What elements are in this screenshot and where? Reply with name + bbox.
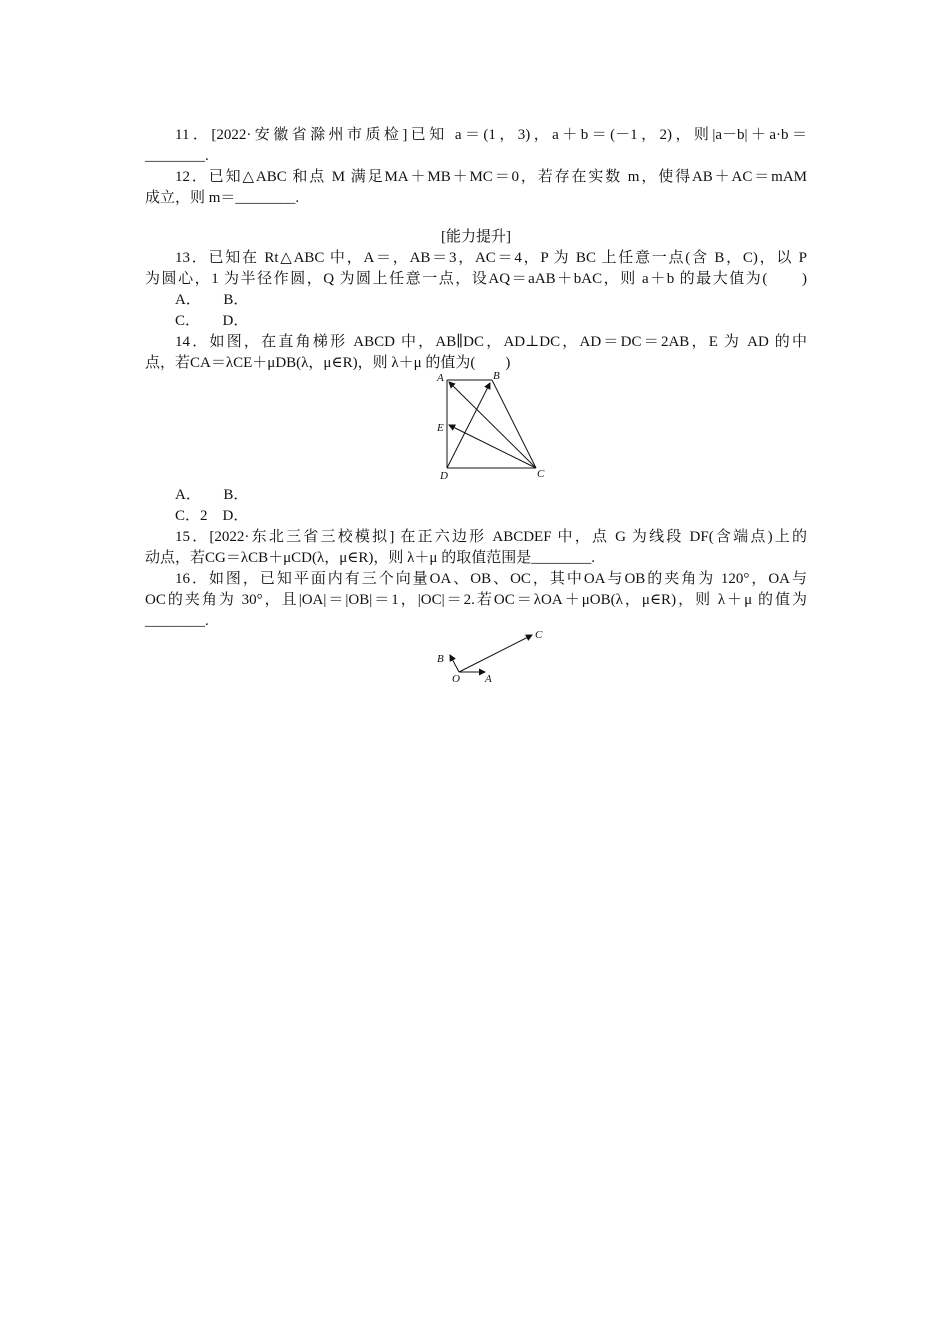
- problem-13-line-1: 13．已知在 Rt△ABC 中，A＝，AB＝3，AC＝4，P 为 BC 上任意一点(含 B，C)，以 P: [175, 250, 807, 266]
- label-c: C: [535, 629, 543, 641]
- problem-13-options-cd: C． D．: [175, 313, 249, 329]
- problem-14-line-1: 14．如图，在直角梯形 ABCD 中，AB∥DC，AD⊥DC，AD＝DC＝2AB，E 为 AD 的中: [175, 334, 807, 350]
- problem-13-options-ab: A． B．: [175, 292, 249, 308]
- trapezoid-figure: [432, 370, 550, 482]
- problem-11-line-2: ________.: [145, 148, 209, 164]
- label-b: B: [493, 370, 500, 382]
- problem-16-line-2: OC的夹角为 30°，且|OA|＝|OB|＝1，|OC|＝2.若OC＝λOA＋μOB(λ，μ∈R)，则 λ＋μ 的值为: [145, 592, 807, 608]
- vector-ce: [449, 425, 536, 468]
- problem-16-line-3: ________.: [145, 613, 209, 629]
- label-e: E: [437, 422, 444, 434]
- vector-ca: [449, 382, 536, 468]
- section-heading: [能力提升]: [441, 229, 511, 245]
- problem-12-line-1: 12．已知△ABC 和点 M 满足MA＋MB＋MC＝0，若存在实数 m，使得AB＋AC＝mAM: [175, 169, 807, 185]
- label-b: B: [437, 653, 444, 665]
- label-a: A: [485, 673, 492, 685]
- problem-12-line-2: 成立，则 m＝________.: [145, 190, 300, 206]
- vector-db: [447, 383, 490, 468]
- label-a: A: [437, 372, 444, 384]
- vector-oc: [459, 635, 532, 672]
- side-bc: [492, 380, 536, 468]
- problem-15-line-2: 动点，若CG＝λCB＋μCD(λ，μ∈R)，则 λ＋μ 的取值范围是________.: [145, 550, 595, 566]
- vectors-figure: [432, 626, 550, 688]
- problem-15-line-1: 15．[2022·东北三省三校模拟] 在正六边形 ABCDEF 中，点 G 为线段 DF(含端点)上的: [175, 529, 807, 545]
- label-c: C: [537, 468, 545, 480]
- problem-14-options-cd: C．2 D．: [175, 508, 249, 524]
- problem-14-line-2: 点，若CA＝λCE＋μDB(λ，μ∈R)，则 λ＋μ 的值为( ): [145, 355, 511, 371]
- problem-11-line-1: 11．[2022·安徽省滁州市质检]已知 a＝(1，3)，a＋b＝(－1，2)，则|a－b|＋a·b＝: [175, 127, 807, 143]
- problem-14-options-ab: A． B．: [175, 487, 249, 503]
- label-o: O: [452, 673, 460, 685]
- label-d: D: [440, 470, 448, 482]
- vector-ob: [450, 655, 459, 672]
- problem-16-line-1: 16．如图，已知平面内有三个向量OA、OB、OC，其中OA与OB的夹角为 120°，OA与: [175, 571, 807, 587]
- problem-13-line-2: 为圆心，1 为半径作圆，Q 为圆上任意一点，设AQ＝aAB＋bAC，则 a＋b 的最大值为( ): [145, 271, 807, 287]
